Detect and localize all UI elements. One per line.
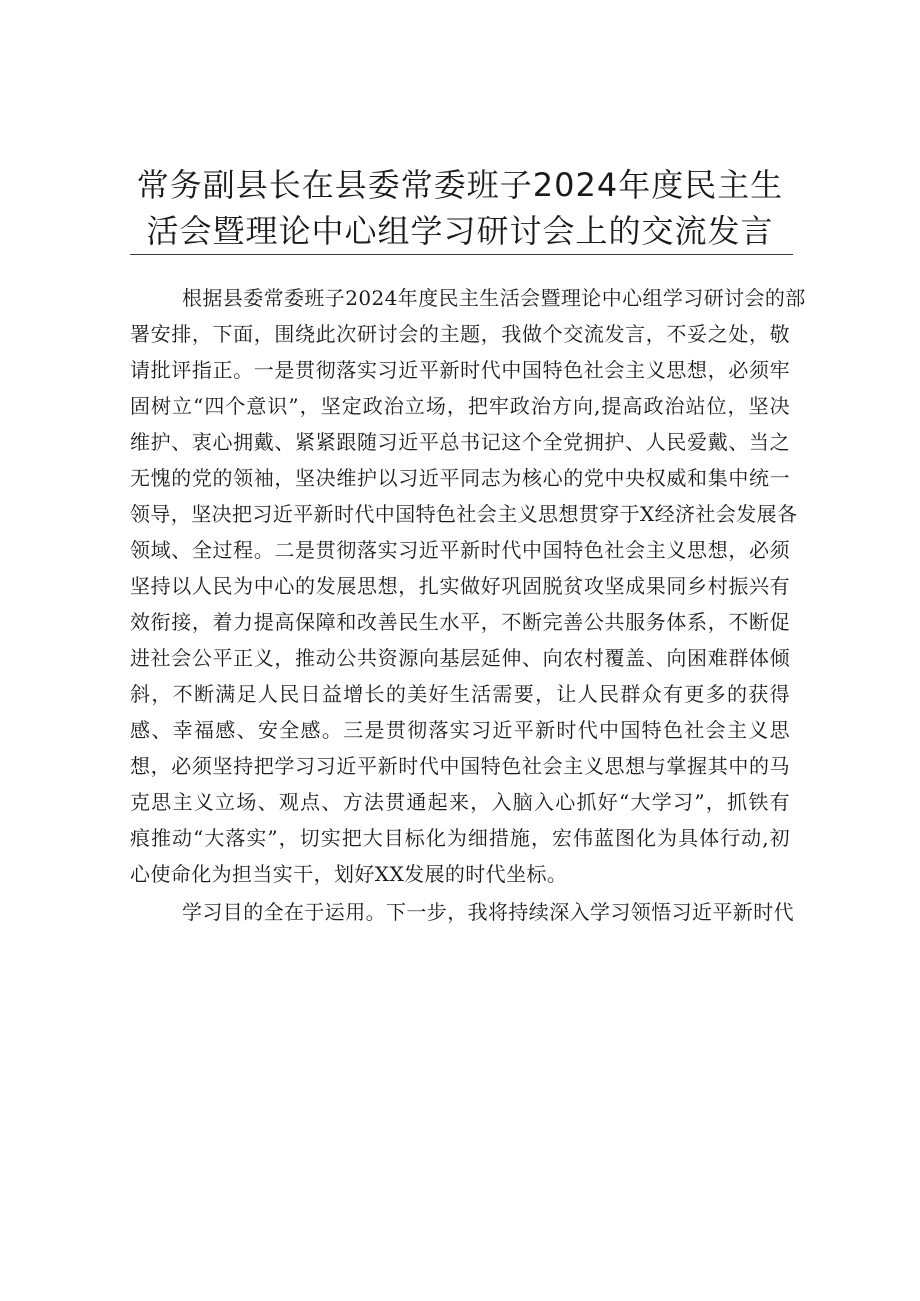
paragraph-line: 根据县委常委班子2024年度民主生活会暨理论中心组学习研讨会的部 bbox=[182, 286, 806, 310]
paragraph-line: 痕推动“大落实”，切实把大目标化为细措施，宏伟蓝图化为具体行动,初 bbox=[130, 826, 790, 850]
paragraph-2 bbox=[130, 894, 794, 930]
paragraph-line: 学习目的全在于运用。下一步，我将持续深入学习领悟习近平新时代 bbox=[182, 900, 794, 924]
paragraph-line: 领导，坚决把习近平新时代中国特色社会主义思想贯穿于X经济社会发展各 bbox=[130, 502, 798, 526]
paragraph-line: 固树立“四个意识”，坚定政治立场，把牢政治方向,提高政治站位，坚决 bbox=[130, 394, 790, 418]
paragraph-line-last: 心使命化为担当实干，划好XX发展的时代坐标。 bbox=[130, 862, 568, 886]
paragraph-line: 无愧的党的领袖，坚决维护以习近平同志为核心的党中央权威和集中统一 bbox=[130, 466, 790, 490]
paragraph-line: 克思主义立场、观点、方法贯通起来，入脑入心抓好“大学习”，抓铁有 bbox=[130, 790, 790, 814]
paragraph-line: 请批评指正。一是贯彻落实习近平新时代中国特色社会主义思想，必须牢 bbox=[130, 358, 790, 382]
title-line-2: 活会暨理论中心组学习研讨会上的交流发言 bbox=[146, 212, 774, 250]
paragraph-line: 坚持以人民为中心的发展思想，扎实做好巩固脱贫攻坚成果同乡村振兴有 bbox=[130, 574, 790, 598]
paragraph-line: 斜，不断满足人民日益增长的美好生活需要，让人民群众有更多的获得 bbox=[130, 682, 790, 706]
paragraph-1 bbox=[130, 280, 806, 892]
document-title bbox=[130, 162, 790, 254]
paragraph-line: 想，必须坚持把学习习近平新时代中国特色社会主义思想与掌握其中的马 bbox=[130, 754, 790, 778]
paragraph-line: 效衔接，着力提高保障和改善民生水平，不断完善公共服务体系，不断促 bbox=[130, 610, 790, 634]
title-underline bbox=[130, 254, 793, 255]
title-line-1: 常务副县长在县委常委班子2024年度民主生 bbox=[136, 166, 784, 204]
paragraph-line: 进社会公平正义，推动公共资源向基层延伸、向农村覆盖、向困难群体倾 bbox=[130, 646, 790, 670]
document-body bbox=[130, 280, 806, 930]
paragraph-line: 领域、全过程。二是贯彻落实习近平新时代中国特色社会主义思想，必须 bbox=[130, 538, 790, 562]
paragraph-line: 署安排，下面，围绕此次研讨会的主题，我做个交流发言，不妥之处，敬 bbox=[130, 322, 790, 346]
paragraph-line: 感、幸福感、安全感。三是贯彻落实习近平新时代中国特色社会主义思 bbox=[130, 718, 790, 742]
paragraph-line: 维护、衷心拥戴、紧紧跟随习近平总书记这个全党拥护、人民爱戴、当之 bbox=[130, 430, 790, 454]
